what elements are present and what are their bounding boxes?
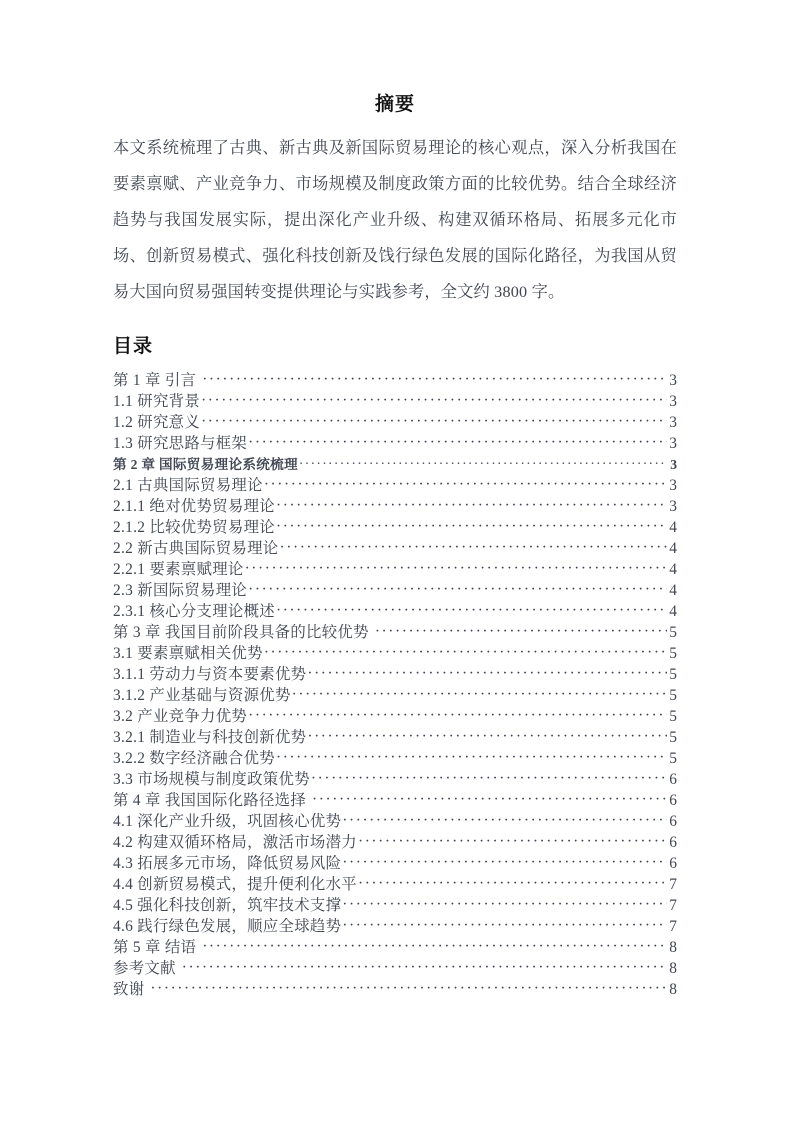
toc-dot-leader [264,475,667,496]
toc-entry-label: 3.3 市场规模与制度政策优势 [113,771,310,788]
toc-entry-label: 第 5 章 结语 [113,939,197,956]
toc-dot-leader [299,454,667,475]
toc-entry-label: 参考文献 [113,960,176,977]
toc-entry-label: 2.3 新国际贸易理论 [113,582,248,599]
toc-entry-page-number: 5 [669,750,677,767]
toc-entry-page-number: 5 [669,666,677,683]
toc-heading: 目录 [113,336,154,357]
toc-entry-page-number: 7 [669,876,677,893]
toc-entry[interactable] [113,727,677,748]
toc-dot-leader [276,496,667,517]
toc-entry[interactable] [113,475,677,496]
toc-entry-label: 2.1 古典国际贸易理论 [113,477,263,494]
toc-entry-label: 3.2 产业竞争力优势 [113,708,248,725]
toc-dot-leader [182,958,667,979]
toc-dot-leader [248,433,667,454]
toc-entry-page-number: 5 [669,729,677,746]
toc-entry-label: 3.2.1 制造业与科技创新优势 [113,729,307,746]
toc-entry[interactable] [113,517,677,538]
toc-entry[interactable] [113,916,677,937]
toc-entry-page-number: 6 [669,813,677,830]
toc-entry-label: 4.1 深化产业升级，巩固核心优势 [113,813,342,830]
toc-entry[interactable] [113,601,677,622]
toc-entry[interactable] [113,832,677,853]
toc-entry-page-number: 3 [669,372,677,389]
toc-entry[interactable] [113,769,677,790]
toc-entry[interactable] [113,790,677,811]
toc-entry-page-number: 3 [669,393,677,410]
toc-dot-leader [307,664,667,685]
toc-entry-label: 第 1 章 引言 [113,372,197,389]
toc-entry[interactable] [113,622,677,643]
toc-entry-page-number: 6 [669,792,677,809]
toc-entry-page-number: 6 [669,771,677,788]
toc-dot-leader [280,538,667,559]
toc-entry-label: 1.1 研究背景 [113,393,201,410]
abstract-body-text: 本文系统梳理了古典、新古典及新国际贸易理论的核心观点，深入分析我国在要素禀赋、产业竞争力、市场规模及制度政策方面的比较优势。结合全球经济趋势与我国发展实际，提出深化产业升级、构建双循环格局、拓展多元化市场、创新贸易模式、强化科技创新及饯行绿色发展的国际化路径，为我国从贸易大国向贸易强国转变提供理论与实践参考，全文约 3800 字。 [113,139,677,301]
toc-dot-leader [375,622,667,643]
toc-entry-page-number: 4 [669,519,677,536]
toc-entry[interactable] [113,580,677,601]
toc-entry[interactable] [113,454,677,475]
toc-entry-page-number: 8 [669,981,677,998]
toc-dot-leader [202,370,667,391]
toc-dot-leader [342,916,667,937]
toc-entry-label: 3.1.1 劳动力与资本要素优势 [113,666,307,683]
toc-entry-page-number: 5 [669,645,677,662]
toc-entry[interactable] [113,664,677,685]
toc-entry-page-number: 7 [669,897,677,914]
toc-entry-label: 2.2 新古典国际贸易理论 [113,540,279,557]
toc-entry-label: 4.4 创新贸易模式，提升便利化水平 [113,876,357,893]
toc-entry-label: 4.5 强化科技创新，筑牢技术支撑 [113,897,342,914]
toc-entry[interactable] [113,853,677,874]
toc-entry-page-number: 6 [669,834,677,851]
toc-entry[interactable] [113,391,677,412]
toc-entry[interactable] [113,874,677,895]
toc-entry-page-number: 3 [669,414,677,431]
toc-entry-label: 致谢 [113,981,145,998]
toc-entry-page-number: 6 [669,855,677,872]
toc-entry-page-number: 4 [669,561,677,578]
toc-entry-label: 4.3 拓展多元市场，降低贸易风险 [113,855,342,872]
toc-dot-leader [201,391,667,412]
toc-entry-label: 第 4 章 我国国际化路径选择 [113,792,307,809]
toc-entry[interactable] [113,433,677,454]
toc-dot-leader [342,895,667,916]
toc-entry-page-number: 3 [670,457,677,472]
toc-entry[interactable] [113,685,677,706]
toc-entry[interactable] [113,748,677,769]
toc-dot-leader [276,517,667,538]
toc-entry-label: 2.1.1 绝对优势贸易理论 [113,498,275,515]
toc-entry-page-number: 8 [669,960,677,977]
toc-entry-page-number: 3 [669,477,677,494]
toc-entry-label: 2.2.1 要素禀赋理论 [113,561,244,578]
toc-entry-page-number: 5 [669,687,677,704]
toc-entry-label: 3.1.2 产业基础与资源优势 [113,687,291,704]
toc-entry-page-number: 3 [669,435,677,452]
toc-dot-leader [292,685,667,706]
toc-entry[interactable] [113,979,677,1000]
toc-entry-label: 1.3 研究思路与框架 [113,435,248,452]
toc-entry[interactable] [113,937,677,958]
toc-entry[interactable] [113,706,677,727]
toc-dot-leader [276,601,667,622]
toc-dot-leader [150,979,667,1000]
abstract-section [113,92,677,310]
toc-entry-page-number: 5 [669,708,677,725]
toc-entry-label: 1.2 研究意义 [113,414,201,431]
table-of-contents-section [113,334,677,1000]
toc-entry[interactable] [113,412,677,433]
toc-dot-leader [342,811,667,832]
toc-entry-label: 3.1 要素禀赋相关优势 [113,645,263,662]
toc-entry[interactable] [113,643,677,664]
toc-entry-label: 4.2 构建双循环格局，激活市场潜力 [113,834,357,851]
toc-entry-page-number: 5 [669,624,677,641]
toc-entry-page-number: 4 [669,540,677,557]
toc-dot-leader [245,559,667,580]
toc-dot-leader [202,937,667,958]
toc-entry[interactable] [113,538,677,559]
toc-dot-leader [248,580,667,601]
toc-dot-leader [342,853,667,874]
toc-dot-leader [358,874,667,895]
toc-dot-leader [307,727,667,748]
toc-entry[interactable] [113,811,677,832]
toc-dot-leader [201,412,667,433]
toc-entry-label: 3.2.2 数字经济融合优势 [113,750,275,767]
toc-entry-page-number: 4 [669,582,677,599]
toc-entry[interactable] [113,958,677,979]
toc-entry[interactable] [113,559,677,580]
toc-dot-leader [276,748,667,769]
toc-entry-label: 2.1.2 比较优势贸易理论 [113,519,275,536]
toc-dot-leader [312,790,667,811]
toc-entry[interactable] [113,496,677,517]
toc-dot-leader [311,769,667,790]
toc-entry-label: 第 3 章 我国目前阶段具备的比较优势 [113,624,369,641]
toc-entry-page-number: 3 [669,498,677,515]
toc-entry-label: 第 2 章 国际贸易理论系统梳理 [113,457,298,472]
toc-entry-label: 4.6 践行绿色发展，顺应全球趋势 [113,918,342,935]
toc-list [113,370,677,1000]
toc-entry-page-number: 4 [669,603,677,620]
toc-entry[interactable] [113,370,677,391]
toc-dot-leader [248,706,667,727]
toc-entry-page-number: 8 [669,939,677,956]
abstract-heading: 摘要 [374,94,415,115]
toc-entry[interactable] [113,895,677,916]
toc-dot-leader [264,643,667,664]
toc-dot-leader [358,832,667,853]
toc-entry-label: 2.3.1 核心分支理论概述 [113,603,275,620]
toc-entry-page-number: 7 [669,918,677,935]
